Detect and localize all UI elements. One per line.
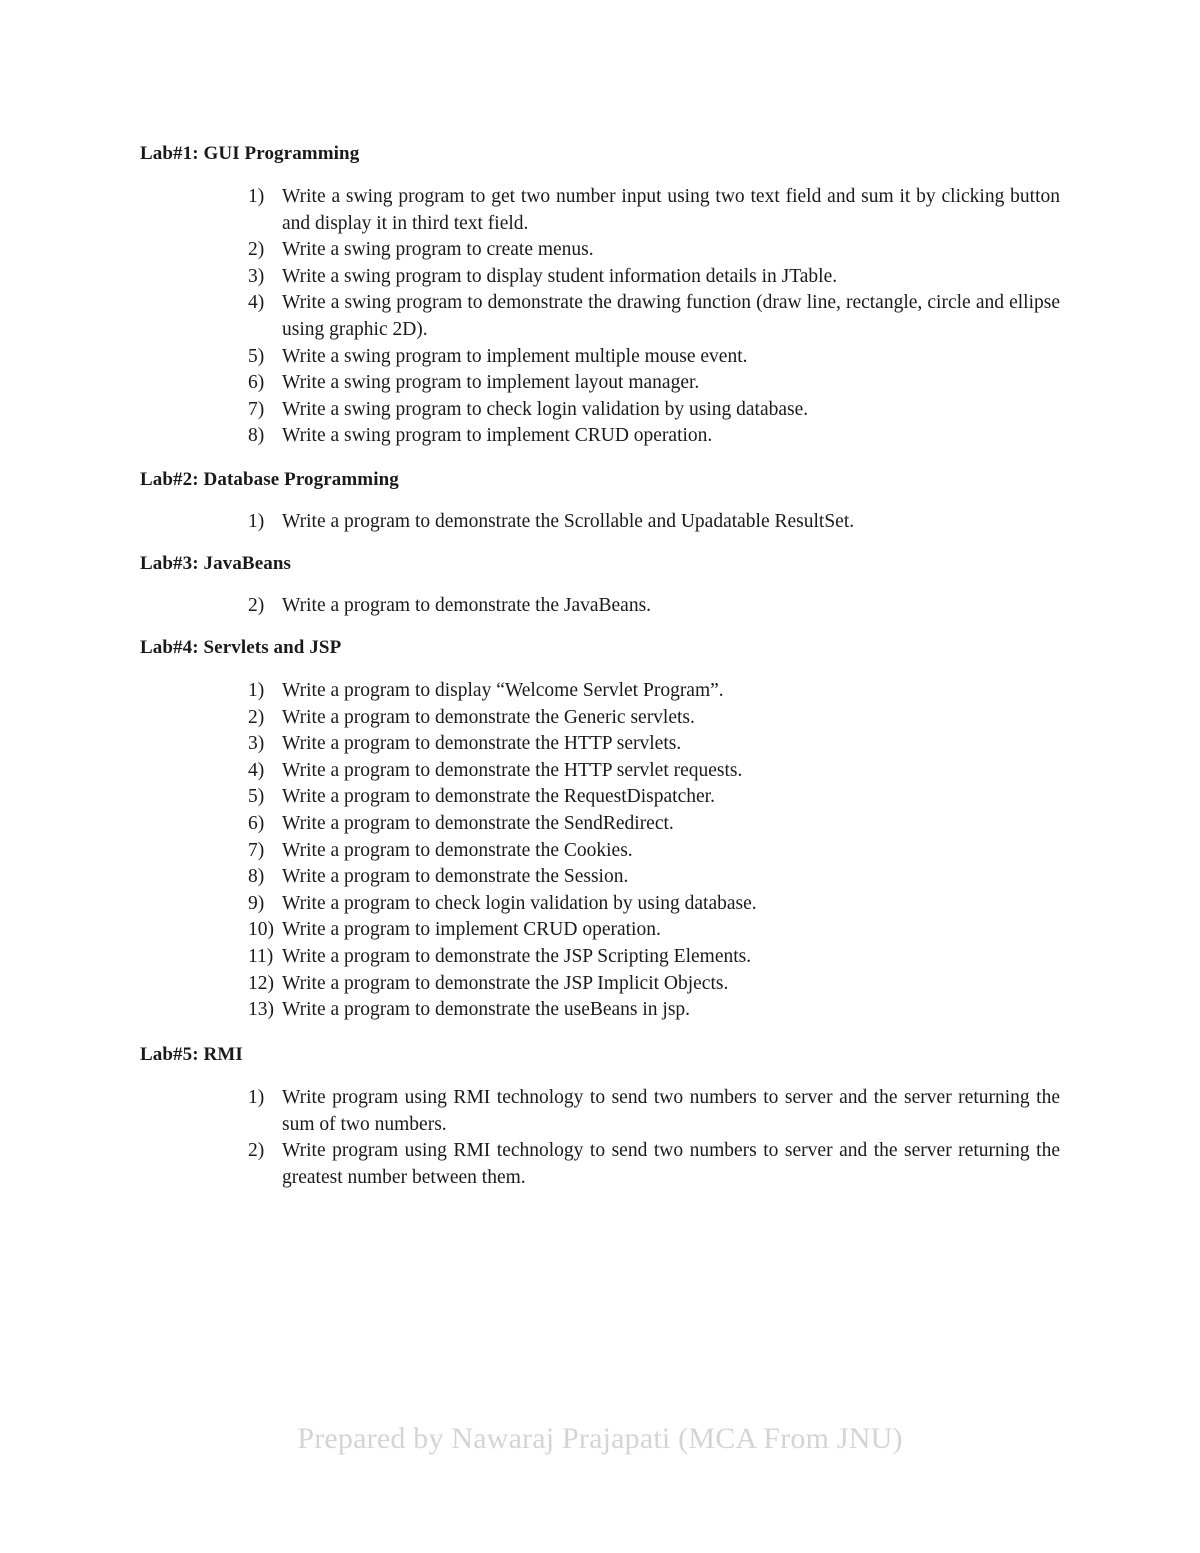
item-number: 6): [248, 812, 265, 834]
list-item: [248, 917, 1060, 944]
item-text: Write a program to demonstrate the Scrollable and Upadatable ResultSet.: [282, 511, 855, 532]
item-number: 9): [248, 892, 265, 914]
item-text: Write a program to demonstrate the JSP Implicit Objects.: [282, 972, 729, 994]
item-number: 10): [248, 919, 274, 941]
item-text: Write a program to demonstrate the Cookies.: [282, 839, 633, 861]
item-text: Write a program to demonstrate the HTTP servlet requests.: [282, 759, 743, 781]
list-item: [248, 423, 1060, 450]
item-number: 3): [248, 265, 265, 287]
lab-5-list: [248, 1085, 1060, 1191]
item-text: Write a swing program to get two number input using two text field and sum it by clicking button and display it in third text field.: [282, 186, 1060, 234]
item-text: Write a swing program to display student information details in JTable.: [282, 265, 838, 287]
item-text: Write a swing program to demonstrate the drawing function (draw line, rectangle, circle and ellipse using graphic 2D).: [282, 292, 1060, 340]
lab-3-list: [248, 593, 1060, 620]
item-number: 8): [248, 866, 265, 888]
lab-5-section: [140, 1044, 1070, 1188]
item-number: 8): [248, 425, 265, 447]
item-text: Write a program to demonstrate the JSP Scripting Elements.: [282, 945, 752, 967]
item-text: Write a swing program to check login validation by using database.: [282, 398, 809, 420]
item-number: 2): [248, 1140, 265, 1162]
item-text: Write a swing program to implement layout manager.: [282, 372, 700, 394]
item-number: 5): [248, 786, 265, 808]
item-number: 11): [248, 945, 274, 967]
item-text: Write a swing program to implement CRUD operation.: [282, 425, 713, 447]
item-number: 2): [248, 239, 265, 261]
list-item: [248, 944, 1060, 971]
list-item: [248, 1138, 1060, 1191]
list-item: [248, 705, 1060, 732]
lab-1-heading: Lab#1: GUI Programming: [140, 143, 360, 164]
list-item: [248, 397, 1060, 424]
lab-1-list: [248, 184, 1060, 450]
item-number: 7): [248, 839, 265, 861]
list-item: [248, 971, 1060, 998]
item-text: Write program using RMI technology to send two numbers to server and the server returning the greatest number between them.: [282, 1140, 1060, 1188]
lab-2-section: [140, 469, 1070, 532]
item-number: 4): [248, 292, 265, 314]
item-text: Write a program to implement CRUD operation.: [282, 919, 661, 941]
item-text: Write a swing program to create menus.: [282, 239, 594, 261]
item-number: 5): [248, 345, 265, 367]
item-number: 1): [248, 680, 265, 701]
lab-1-section: [140, 143, 1070, 447]
item-text: Write a program to demonstrate the Session.: [282, 866, 629, 888]
item-text: Write a program to demonstrate the Generic servlets.: [282, 706, 695, 728]
lab-3-heading: Lab#3: JavaBeans: [140, 553, 291, 574]
list-item: [248, 758, 1060, 785]
list-item: [248, 811, 1060, 838]
item-number: 6): [248, 372, 265, 394]
list-item: [248, 838, 1060, 865]
item-number: 2): [248, 706, 265, 728]
item-text: Write a program to demonstrate the useBeans in jsp.: [282, 999, 691, 1021]
item-number: 12): [248, 972, 274, 994]
item-number: 1): [248, 1087, 265, 1108]
item-number: 1): [248, 511, 265, 532]
list-item: [248, 264, 1060, 291]
lab-2-list: [248, 509, 1060, 536]
list-item: [248, 784, 1060, 811]
item-text: Write a swing program to implement multiple mouse event.: [282, 345, 748, 367]
item-number: 3): [248, 733, 265, 755]
item-number: 4): [248, 759, 265, 781]
list-item: [248, 370, 1060, 397]
list-item: [248, 237, 1060, 264]
item-text: Write a program to display “Welcome Servlet Program”.: [282, 680, 724, 701]
list-item: [248, 593, 1060, 620]
item-text: Write a program to check login validation by using database.: [282, 892, 757, 914]
list-item: [248, 1085, 1060, 1138]
list-item: [248, 678, 1060, 705]
list-item: [248, 731, 1060, 758]
item-number: 7): [248, 398, 265, 420]
list-item: [248, 891, 1060, 918]
item-text: Write a program to demonstrate the HTTP servlets.: [282, 733, 682, 755]
item-number: 2): [248, 595, 265, 616]
lab-4-list: [248, 678, 1060, 1024]
lab-5-heading: Lab#5: RMI: [140, 1044, 243, 1065]
item-text: Write program using RMI technology to send two numbers to server and the server returning the sum of two numbers.: [282, 1087, 1060, 1135]
lab-3-section: [140, 553, 1070, 616]
list-item: [248, 997, 1060, 1024]
item-number: 1): [248, 186, 265, 207]
list-item: [248, 509, 1060, 536]
item-text: Write a program to demonstrate the SendRedirect.: [282, 812, 674, 834]
watermark-text: Prepared by Nawaraj Prajapati (MCA From JNU): [297, 1422, 903, 1455]
item-number: 13): [248, 999, 274, 1021]
lab-4-heading: Lab#4: Servlets and JSP: [140, 637, 342, 658]
list-item: [248, 864, 1060, 891]
lab-4-section: [140, 637, 1070, 1021]
list-item: [248, 184, 1060, 237]
item-text: Write a program to demonstrate the RequestDispatcher.: [282, 786, 715, 808]
list-item: [248, 344, 1060, 371]
item-text: Write a program to demonstrate the JavaBeans.: [282, 595, 652, 616]
list-item: [248, 290, 1060, 343]
lab-2-heading: Lab#2: Database Programming: [140, 469, 399, 490]
